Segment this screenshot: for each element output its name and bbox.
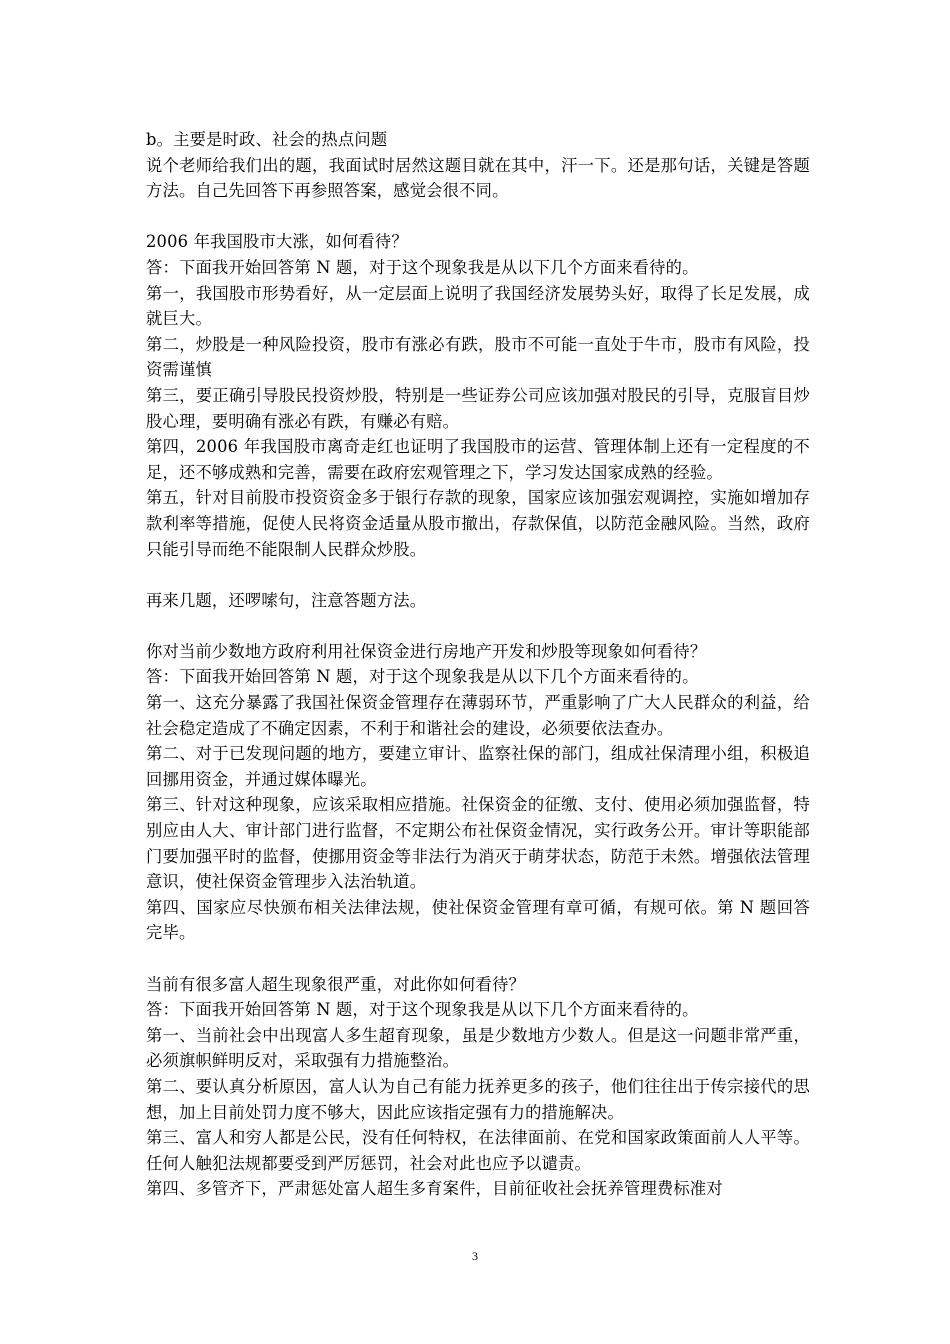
answer-opening: 答：下面我开始回答第 N 题，对于这个现象我是从以下几个方面来看待的。 <box>146 257 699 277</box>
answer-point: 第五，针对目前股市投资资金多于银行存款的现象，国家应该加强宏观调控，实施如增加存款利率等措施，促使人民将资金适量从股市撤出，存款保值，以防范金融风险。当然，政府只能引导而绝不能限制人民群众炒股。 <box>146 488 810 559</box>
answer-opening: 答：下面我开始回答第 N 题，对于这个现象我是从以下几个方面来看待的。 <box>146 667 699 687</box>
answer-point: 第三，要正确引导股民投资炒股，特别是一些证券公司应该加强对股民的引导，克服盲目炒股心理，要明确有涨必有跌，有赚必有赔。 <box>146 385 810 431</box>
paragraph-hot-topics: b。主要是时政、社会的热点问题 <box>146 130 388 149</box>
question-wealthy-birth: 当前有很多富人超生现象很严重，对此你如何看待？ <box>146 974 526 994</box>
question-stock-market: 2006 年我国股市大涨，如何看待？ <box>146 232 408 252</box>
blank-line <box>146 946 810 972</box>
answer-point: 第一、当前社会中出现富人多生超育现象，虽是少数地方少数人。但是这一问题非常严重，必须旗帜鲜明反对，采取强有力措施整治。 <box>146 1025 810 1071</box>
answer-point: 第二，炒股是一种风险投资，股市有涨必有跌，股市不可能一直处于牛市，股市有风险，投资需谨慎 <box>146 334 810 380</box>
answer-point: 第三、富人和穷人都是公民，没有任何特权，在法律面前、在党和国家政策面前人人平等。任何人触犯法规都要受到严厉惩罚，社会对此也应予以谴责。 <box>146 1128 810 1173</box>
paragraph-transition: 再来几题，还啰嗦句，注意答题方法。 <box>146 590 427 610</box>
answer-point: 第二、要认真分析原因，富人认为自己有能力抚养更多的孩子，他们往往出于传宗接代的思想，加上目前处罚力度不够大，因此应该指定强有力的措施解决。 <box>146 1076 810 1122</box>
document-body <box>146 127 810 1202</box>
answer-opening: 答：下面我开始回答第 N 题，对于这个现象我是从以下几个方面来看待的。 <box>146 1000 699 1020</box>
paragraph-intro: 说个老师给我们出的题，我面试时居然这题目就在其中，汗一下。还是那句话，关键是答题方法。自己先回答下再参照答案，感觉会很不同。 <box>146 155 810 201</box>
answer-point: 第四、多管齐下，严肃惩处富人超生多育案件，目前征收社会抚养管理费标准对 <box>146 1179 723 1199</box>
blank-line <box>146 613 810 639</box>
answer-point: 第四，2006 年我国股市离奇走红也证明了我国股市的运营、管理体制上还有一定程度的不足，还不够成熟和完善，需要在政府宏观管理之下，学习发达国家成熟的经验。 <box>146 437 810 482</box>
question-social-security: 你对当前少数地方政府利用社保资金进行房地产开发和炒股等现象如何看待？ <box>146 641 707 661</box>
answer-point: 第四、国家应尽快颁布相关法律法规，使社保资金管理有章可循，有规可依。第 N 题回答完毕。 <box>146 897 810 943</box>
answer-point: 第三、针对这种现象，应该采取相应措施。社保资金的征缴、支付、使用必须加强监督，特别应由人大、审计部门进行监督，不定期公布社保资金情况，实行政务公开。审计等职能部门要加强平时的监督，使挪用资金等非法行为消灭于萌芽状态，防范于未然。增强依法管理意识，使社保资金管理步入法治轨道。 <box>146 795 810 892</box>
blank-line <box>146 204 810 230</box>
answer-point: 第一、这充分暴露了我国社保资金管理存在薄弱环节，严重影响了广大人民群众的利益，给社会稳定造成了不确定因素，不利于和谐社会的建设，必须要依法查办。 <box>146 693 810 738</box>
answer-point: 第二、对于已发现问题的地方，要建立审计、监察社保的部门，组成社保清理小组，积极追回挪用资金，并通过媒体曝光。 <box>146 744 810 789</box>
page-number: 3 <box>472 1249 478 1263</box>
answer-point: 第一，我国股市形势看好，从一定层面上说明了我国经济发展势头好，取得了长足发展，成就巨大。 <box>146 283 810 329</box>
blank-line <box>146 562 810 588</box>
